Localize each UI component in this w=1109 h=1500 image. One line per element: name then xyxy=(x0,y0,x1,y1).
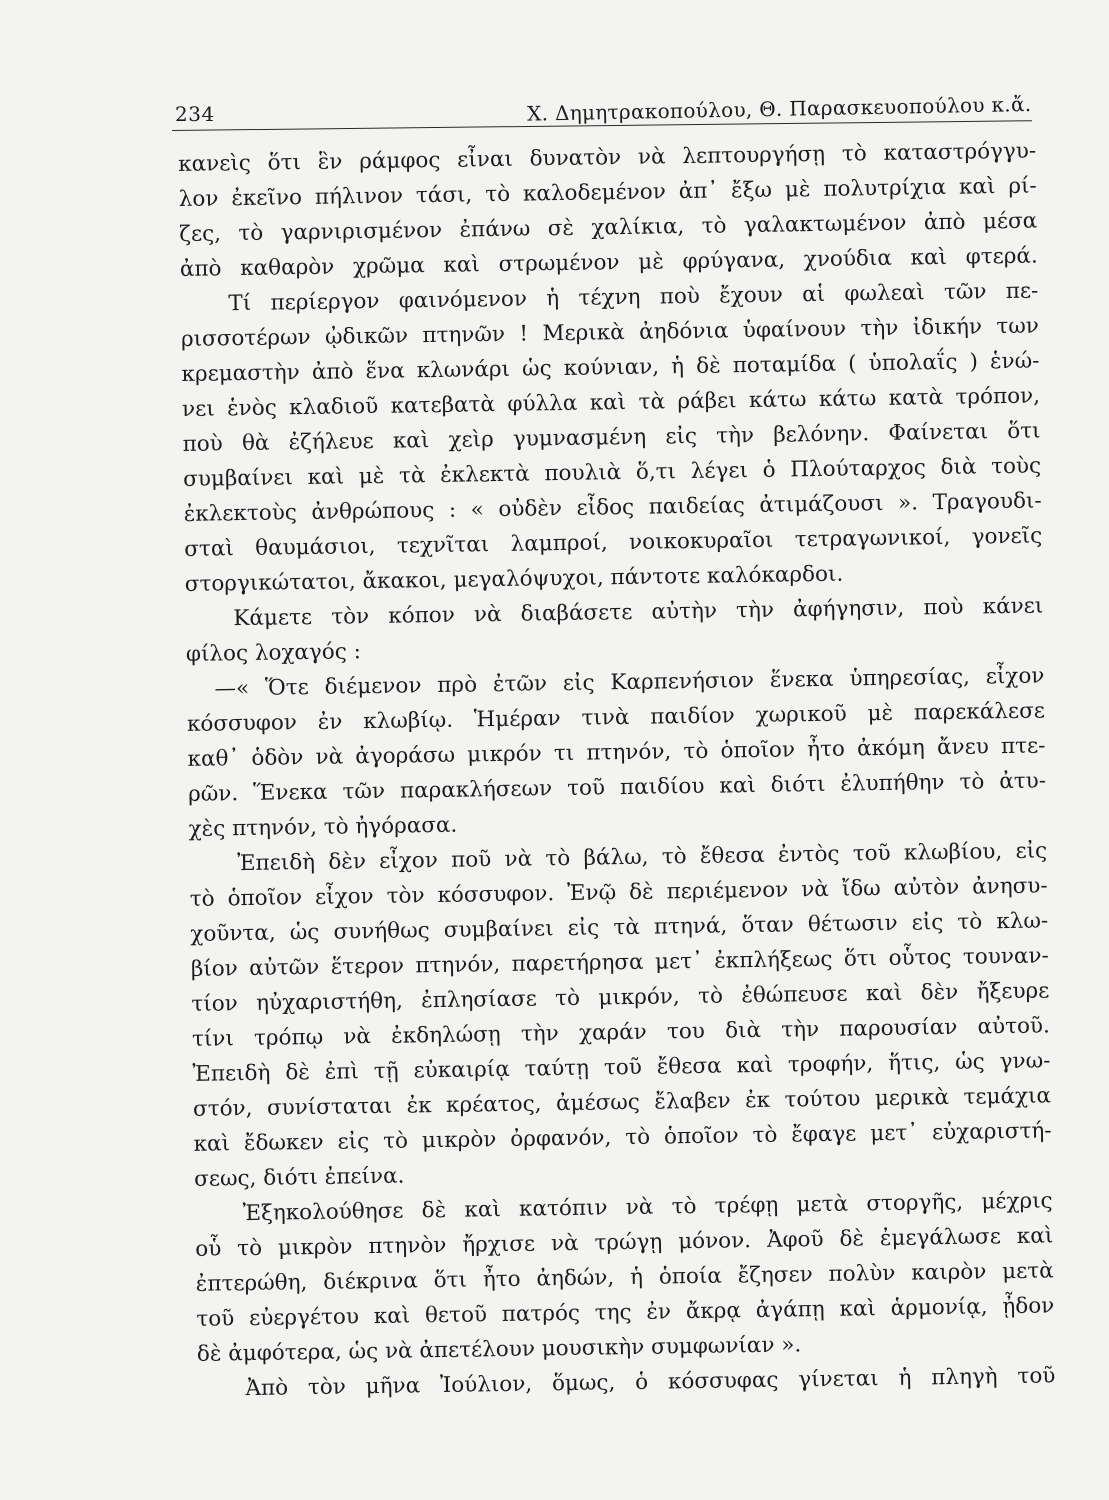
text-line: κρεμαστὴν ἀπὸ ἕνα κλωνάρι ὡς κούνιαν, ἡ δὲ ποταμίδα ( ὑπολαΐς ) ἑνώ- xyxy=(181,348,1040,387)
text-line: συμβαίνει καὶ μὲ τὰ ἐκλεκτὰ πουλιὰ ὅ,τι λέγει ὁ Πλούταρχος διὰ τοὺς xyxy=(182,453,1042,492)
text-line: σεως, διότι ἐπείνα. xyxy=(193,1163,405,1192)
text-line: τίον ηὐχαριστήθη, ἐπλησίασε τὸ μικρόν, τὸ ἐθώπευσε καὶ δὲν ἤξευρε xyxy=(191,978,1050,1017)
text-line: κόσσυφον ἐν κλωβίῳ. Ἡμέραν τινὰ παιδίον χωρικοῦ μὲ παρεκάλεσε xyxy=(186,698,1046,737)
text-line: Ἀπὸ τὸν μῆνα Ἰούλιον, ὅμως, ὁ κόσσυφας γίνεται ἡ πληγὴ τοῦ xyxy=(245,1363,1056,1402)
text-line: καὶ ἔδωκεν εἰς τὸ μικρὸν ὀρφανόν, τὸ ὁποῖον τὸ ἔφαγε μετ᾽ εὐχαριστή- xyxy=(193,1118,1052,1157)
text-line: δὲ ἀμφότερα, ὡς νὰ ἀπετέλουν μουσικὴν συμφωνίαν ». xyxy=(196,1332,802,1367)
text-line: Ἐξηκολούθησε δὲ καὶ κατόπιν νὰ τὸ τρέφῃ μετὰ στοργῆς, μέχρις xyxy=(242,1188,1053,1227)
text-line: κανεὶς ὅτι ἓν ράμφος εἶναι δυνατὸν νὰ λεπτουργήσῃ τὸ καταστρόγγυ- xyxy=(178,138,1037,177)
text-line: Τί περίεργον φαινόμενον ἡ τέχνη ποὺ ἔχουν αἱ φωλεαὶ τῶν πε- xyxy=(228,278,1039,317)
text-line: τίνι τρόπῳ νὰ ἐκδηλώσῃ τὴν χαράν του διὰ τὴν παρουσίαν αὐτοῦ. xyxy=(191,1013,1051,1052)
running-head: Χ. Δημητρακοπούλου, Θ. Παρασκευοπούλου κ.ἄ. xyxy=(526,92,1032,126)
text-line: ρῶν. Ἕνεκα τῶν παρακλήσεων τοῦ παιδίου καὶ διότι ἐλυπήθην τὸ ἀτυ- xyxy=(187,768,1047,807)
text-line: ἐπτερώθη, διέκρινα ὅτι ἦτο ἀηδών, ἡ ὁποία ἔζησεν πολὺν καιρὸν μετὰ xyxy=(195,1258,1054,1297)
text-line: ἀπὸ καθαρὸν χρῶμα καὶ στρωμένον μὲ φρύγανα, χνούδια καὶ φτερά. xyxy=(179,243,1038,282)
text-line: στόν, συνίσταται ἐκ κρέατος, ἀμέσως ἔλαβεν ἐκ τούτου μερικὰ τεμάχια xyxy=(192,1083,1052,1122)
page-header xyxy=(175,82,1032,126)
text-line: Ἐπειδὴ δὲ ἐπὶ τῇ εὐκαιρίᾳ ταύτῃ τοῦ ἔθεσα καὶ τροφήν, ἥτις, ὡς γνω- xyxy=(192,1048,1051,1087)
text-line: ἐκλεκτοὺς ἀνθρώπους : « οὐδὲν εἶδος παιδείας ἀτιμάζουσι ». Τραγουδι- xyxy=(183,488,1042,527)
text-line: ρισσοτέρων ᾠδικῶν πτηνῶν ! Μερικὰ ἀηδόνια ὑφαίνουν τὴν ἰδικήν των xyxy=(180,313,1040,352)
text-line: χοῦντα, ὡς συνήθως συμβαίνει εἰς τὰ πτηνά, ὅταν θέτωσιν εἰς τὸ κλω- xyxy=(190,908,1049,947)
text-line: βίον αὐτῶν ἕτερον πτηνόν, παρετήρησα μετ᾽ ἐκπλήξεως ὅτι οὗτος τουναν- xyxy=(190,943,1049,982)
text-line: τὸ ὁποῖον εἶχον τὸν κόσσυφον. Ἐνῷ δὲ περιέμενον νὰ ἴδω αὐτὸν ἀνησυ- xyxy=(189,873,1048,912)
text-line: καθ᾽ ὁδὸν νὰ ἀγοράσω μικρόν τι πτηνόν, τὸ ὁποῖον ἦτο ἀκόμη ἄνευ πτε- xyxy=(187,733,1046,772)
text-line: οὗ τὸ μικρὸν πτηνὸν ἤρχισε νὰ τρώγῃ μόνον. Ἀφοῦ δὲ ἐμεγάλωσε καὶ xyxy=(195,1223,1054,1262)
page-number: 234 xyxy=(175,102,215,126)
text-line: νει ἑνὸς κλαδιοῦ κατεβατὰ φύλλα καὶ τὰ ράβει κάτω κάτω κατὰ τρόπον, xyxy=(181,383,1041,422)
text-line: λον ἐκεῖνο πήλινον τάσι, τὸ καλοδεμένον ἀπ᾽ ἔξω μὲ πολυτρίχια καὶ ρί- xyxy=(178,173,1037,212)
text-line: —« Ὅτε διέμενον πρὸ ἐτῶν εἰς Καρπενήσιον ἕνεκα ὑπηρεσίας, εἶχον xyxy=(214,663,1045,702)
text-line: στοργικώτατοι, ἄκακοι, μεγαλόψυχοι, πάντοτε καλόκαρδοι. xyxy=(184,561,844,597)
body-text xyxy=(178,136,1056,1402)
text-line: ποὺ θὰ ἐζήλευε καὶ χεὶρ γυμνασμένη εἰς τὴν βελόνην. Φαίνεται ὅτι xyxy=(182,418,1041,457)
text-line: φίλος λοχαγός : xyxy=(185,639,362,667)
text-line: σταὶ θαυμάσιοι, τεχνῖται λαμπροί, νοικοκυραῖοι τετραγωνικοί, γονεῖς xyxy=(184,523,1043,562)
text-line: ζες, τὸ γαρνιρισμένον ἐπάνω σὲ χαλίκια, τὸ γαλακτωμένον ἀπὸ μέσα xyxy=(179,208,1038,247)
text-line: τοῦ εὐεργέτου καὶ θετοῦ πατρός της ἐν ἄκρᾳ ἀγάπῃ καὶ ἁρμονίᾳ, ᾖδον xyxy=(196,1293,1055,1332)
text-line: Κάμετε τὸν κόπον νὰ διαβάσετε αὐτὴν τὴν ἀφήγησιν, ποὺ κάνει xyxy=(233,593,1044,632)
text-line: χὲς πτηνόν, τὸ ἠγόρασα. xyxy=(188,812,458,842)
text-line: Ἐπειδὴ δὲν εἶχον ποῦ νὰ τὸ βάλω, τὸ ἔθεσα ἐντὸς τοῦ κλωβίου, εἰς xyxy=(237,838,1048,877)
